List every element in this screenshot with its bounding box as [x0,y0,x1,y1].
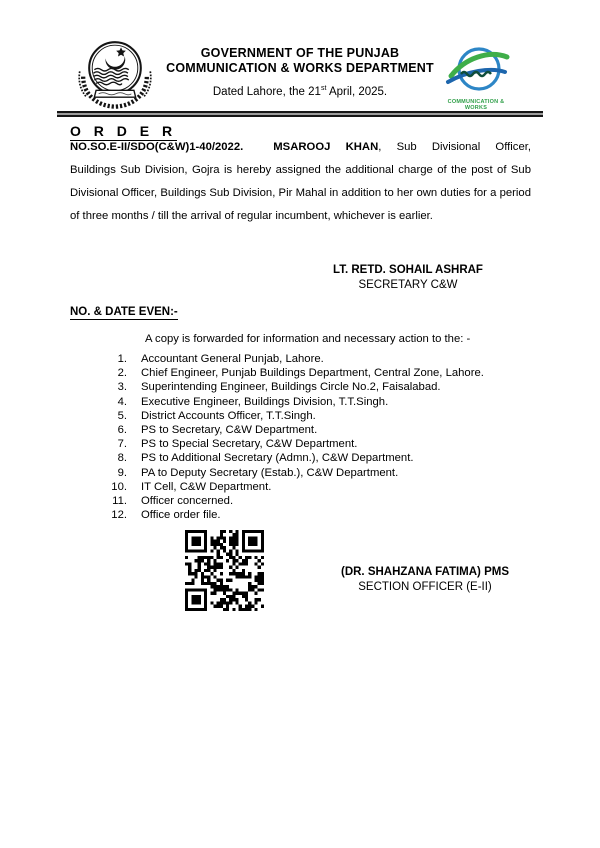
list-item [97,366,484,380]
order-body-text: , Sub Divisional Officer, Buildings Sub Division, Gojra is hereby assigned the additional charge of the post of Sub Divisional Officer, Buildings Sub Division, Pir Mahal in addition to her own duties for a period of three months / till the arrival of regular incumbent, whichever is earlier. [70,141,532,222]
list-item [97,466,484,480]
cw-logo-caption: COMMUNICATION & WORKS [447,99,505,111]
list-item-text: Superintending Engineer, Buildings Circle No.2, Faisalabad. [141,381,441,394]
list-item-number: 4. [117,395,127,408]
no-date-even-heading: NO. & DATE EVEN:- [70,306,178,318]
list-item [97,423,484,437]
signatory-secretary-title: SECRETARY C&W [358,278,458,291]
list-item-text: Executive Engineer, Buildings Division, T.T.Singh. [141,395,389,408]
order-heading: O R D E R [70,123,177,139]
signatory-secretary [328,263,488,292]
forwarding-line: A copy is forwarded for information and necessary action to the: - [145,333,471,345]
signatory-section-officer-name: (DR. SHAHZANA FATIMA) PMS [340,566,509,578]
list-item-text: Office order file. [141,509,221,522]
list-item-text: District Accounts Officer, T.T.Singh. [141,409,316,422]
list-item [97,395,484,409]
signatory-section-officer-title: SECTION OFFICER (E-II) [358,580,492,593]
signatory-secretary-name: LT. RETD. SOHAIL ASHRAF [333,264,483,276]
list-item-number: 12. [111,509,127,522]
date-ordinal-suffix: st [320,85,327,92]
cw-department-logo [436,44,516,117]
date-line: Dated Lahore, the 21st April, 2025. [212,85,388,98]
org-name-line1: GOVERNMENT OF THE PUNJAB [200,46,400,60]
qr-code [185,530,264,611]
list-item-text: Officer concerned. [141,495,234,508]
list-item [97,508,484,522]
list-item [97,494,484,508]
signatory-section-officer [333,565,517,594]
list-item-text: IT Cell, C&W Department. [141,480,272,493]
list-item-number: 10. [111,480,127,493]
list-item-number: 2. [117,367,127,380]
list-item-text: Accountant General Punjab, Lahore. [141,353,324,365]
list-item-number: 8. [117,452,127,465]
list-item-number: 6. [117,424,127,437]
list-item-text: Chief Engineer, Punjab Buildings Department, Central Zone, Lahore. [141,367,484,380]
list-item [97,380,484,394]
cw-logo-icon [437,44,515,96]
list-item-number: 7. [117,438,127,451]
distribution-list [97,352,484,522]
list-item-text: PS to Additional Secretary (Admn.), C&W Department. [141,452,414,465]
officer-name: MSAROOJ KHAN [273,141,379,153]
list-item [97,352,484,366]
list-item [97,480,484,494]
list-item-text: PS to Secretary, C&W Department. [141,424,318,437]
order-body-paragraph [70,136,531,228]
list-item [97,451,484,465]
list-item [97,437,484,451]
list-item-number: 5. [117,409,127,422]
list-item-number: 9. [117,466,127,479]
list-item-number: 11. [112,495,127,508]
list-item-number: 3. [117,381,127,394]
org-name-line2: COMMUNICATION & WORKS DEPARTMENT [166,61,434,75]
list-item-text: PA to Deputy Secretary (Estab.), C&W Department. [141,466,399,479]
list-item [97,409,484,423]
list-item-text: PS to Special Secretary, C&W Department. [141,438,358,451]
list-item-number: 1. [117,353,127,365]
header-divider [57,111,543,117]
reference-number: NO.SO.E-II/SDO(C&W)1-40/2022. [70,141,244,153]
